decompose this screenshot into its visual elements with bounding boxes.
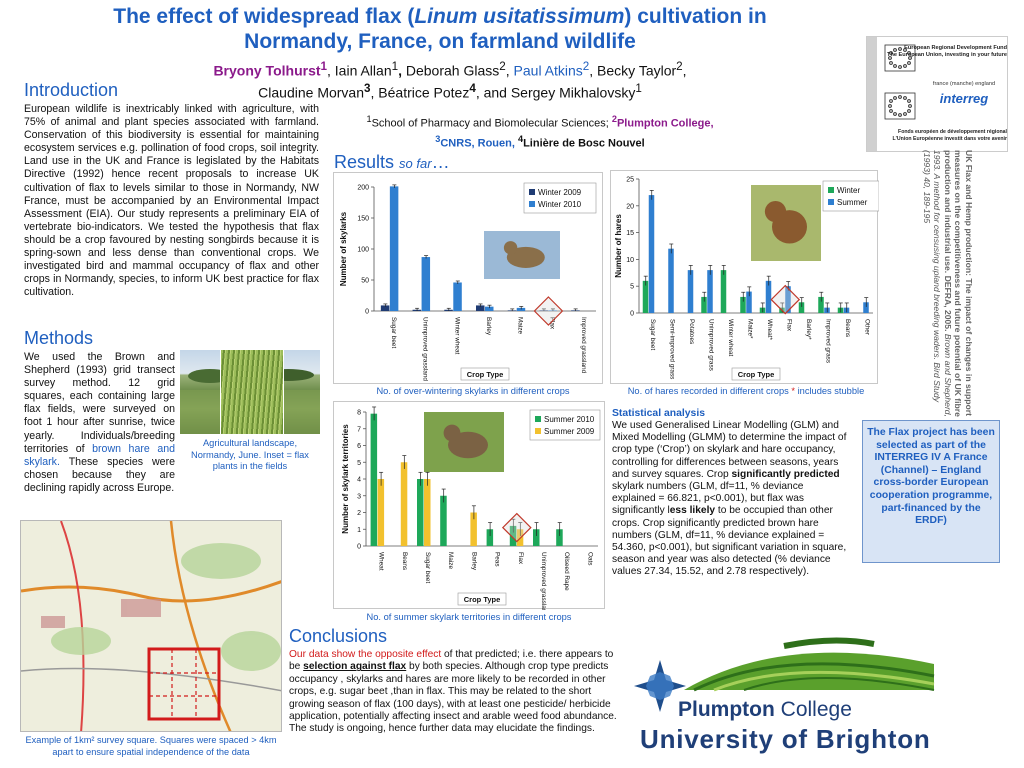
- x-tick-label: Improved grassland: [580, 317, 588, 374]
- y-tick-label: 50: [361, 277, 369, 285]
- intro-heading: Introduction: [24, 80, 119, 100]
- bar: [417, 479, 424, 546]
- x-tick-label: Peas: [493, 552, 501, 567]
- x-tick-label: Oilseed Rape: [563, 552, 571, 591]
- legend-label: Winter 2010: [538, 200, 582, 209]
- interreg-logo: [919, 81, 1009, 125]
- legend-label: Winter 2009: [538, 188, 582, 197]
- x-tick-label: Maize*: [746, 319, 754, 339]
- x-tick-label: Beans: [400, 552, 408, 571]
- erdf-text-fr-2: L'Union Européenne investit dans votre avenir: [892, 135, 1007, 142]
- y-axis-label: Number of hares: [614, 214, 623, 278]
- y-tick-label: 15: [626, 230, 634, 238]
- y-axis-label: Number of skylark territories: [341, 424, 350, 534]
- x-tick-label: Flax: [548, 317, 556, 330]
- x-tick-label: Unimproved grassland: [421, 317, 429, 381]
- x-tick-label: Unimproved grassland: [540, 552, 547, 610]
- legend-swatch: [828, 187, 834, 193]
- legend-label: Summer: [837, 198, 868, 207]
- interreg-top-text: france (manche) england: [932, 81, 996, 87]
- x-tick-label: Wheat: [377, 552, 385, 571]
- x-axis-label: Crop Type: [466, 370, 504, 379]
- y-tick-label: 1: [357, 526, 361, 534]
- legend-label: Summer 2009: [544, 427, 595, 436]
- legend-label: Winter: [837, 186, 861, 195]
- chart2-caption: No. of hares recorded in different crops * includes stubble: [627, 386, 865, 396]
- x-tick-label: Flax: [516, 552, 524, 565]
- plumpton-college-name: Plumpton College: [678, 698, 852, 721]
- bar: [707, 270, 713, 313]
- legend-swatch: [529, 201, 535, 207]
- interreg-info-box: The Flax project has been selected as part of the INTERREG IV A France (Channel) – England cross-border European cooperation programme, part-financed by the ERDF): [862, 420, 1000, 563]
- x-tick-label: Barley: [485, 317, 492, 336]
- stats-text: We used Generalised Linear Modelling (GLM) and Mixed Modelling (GLMM) to determine the impact of crop type (‘Crop’) on skylark and hare occupancy, controlling for differences between seasons, years and survey squares. Crop significantly predicted skylark numbers (GLM, df=11, % deviance explained = 66.821, p<0.001), but flax was significantly less likely to be occupied than other crops. Crop significantly predicted brown hare numbers (GLM, df=11, % deviance explained = 54.360, p<0.001), but significant variation in square, season and year was also detected (% deviance values 27.34, 15.52, and 2.78 respectively).: [612, 420, 847, 578]
- legend-swatch: [535, 416, 541, 422]
- poster-title: The effect of widespread flax (Linum usitatissimum) cultivation in Normandy, France, on farmland wildlife: [113, 5, 767, 53]
- summer-skylark-photo: [424, 412, 504, 472]
- stats-heading: Statistical analysis: [612, 408, 705, 419]
- x-tick-label: Sugar beet: [424, 552, 431, 584]
- erdf-text-fr-1: Fonds européen de développement régional: [898, 129, 1007, 135]
- bar: [721, 270, 727, 313]
- x-tick-label: Potatoes: [687, 319, 695, 345]
- y-tick-label: 7: [357, 426, 361, 434]
- y-tick-label: 10: [626, 256, 634, 264]
- flax-highlight-diamond: [534, 297, 562, 325]
- erdf-text-en-1: European Regional Development Fund: [904, 45, 1007, 51]
- results-heading: Results so far…: [334, 152, 450, 172]
- hare-photo: [751, 185, 821, 261]
- survey-map: [20, 520, 282, 732]
- skylark-summer-chart-panel: [333, 401, 605, 609]
- y-tick-label: 4: [357, 476, 361, 484]
- bar: [371, 414, 378, 546]
- erdf-logo-block: [866, 36, 1008, 152]
- stats-section: [612, 407, 848, 579]
- affiliations: $^1$School of Pharmacy and Biomolecular Sciences; $^2$Plumpton College, $^3$CNRS, Rouen, $^4$Linière de Bosc Nouvel: [366, 114, 714, 150]
- erdf-text-en-2: The European Union, investing in your future: [887, 52, 1007, 58]
- methods-text: We used the Brown and Shepherd (1993) grid transect survey method. 12 grid squares, each containing large flax fields, were surveyed on foot 1 hour after sunrise, twice yearly. Individuals/breeding territories of brown hare and skylark. These species were chosen because they are declining rapidly across Europe.: [24, 351, 176, 494]
- x-tick-label: Barley*: [804, 319, 812, 340]
- intro-text: European wildlife is inextricably linked with agriculture, with 75% of animal and plant species associated with farmland. Conservation of this biodiversity is essential for maintaining ecosystem services e.g. pollination of food crops, soil integrity. Land use in the UK and France is legislated by the Habitats Directive (1992) hence recent proposals to increase UK cultivation of flax to levels similar to those in Normandy, NW France, must be accompanied by an Environmental Impact Assessment (EIA). Our study represents a preliminary EIA of vertebrate bio-indicators. We tested the hypothesis that flax should be a crop favoured by nesting songbirds because it is spring-sown and less dense than conventional crops. We investigated bird and mammal occupancy of flax and other crops in Normandy, species, to inform UK best practice for flax cultivation.: [24, 103, 319, 299]
- flax-highlight-diamond: [503, 514, 531, 542]
- x-tick-label: Flax: [785, 319, 793, 332]
- bar: [688, 270, 694, 313]
- bar: [390, 186, 399, 311]
- y-tick-label: 2: [357, 510, 361, 517]
- bar: [378, 479, 385, 546]
- y-tick-label: 5: [357, 459, 361, 467]
- author-list: Bryony Tolhurst$^1$, Iain Allan$^1$, Deborah Glass$^2$, Paul Atkins$^2$, Becky Taylor$^2$, Claudine Morvan$^3$, Béatrice Potez$^4$, and Sergey Mikhalovsky$^1$: [213, 60, 687, 101]
- chart1-caption: No. of over-wintering skylarks in different crops: [376, 386, 570, 396]
- chart3-caption: No. of summer skylark territories in different crops: [366, 612, 572, 622]
- x-tick-label: Improved grass: [824, 319, 832, 364]
- skylark-winter-chart-panel: [333, 172, 603, 384]
- y-tick-label: 200: [357, 184, 369, 192]
- y-tick-label: 0: [630, 310, 634, 318]
- skylark-summer-chart: [334, 402, 606, 610]
- flax-highlight-diamond: [771, 286, 799, 314]
- legend-swatch: [828, 199, 834, 205]
- bar: [453, 282, 462, 311]
- y-tick-label: 3: [357, 493, 361, 501]
- x-axis-label: Crop Type: [463, 595, 501, 604]
- y-tick-label: 5: [630, 283, 634, 291]
- y-tick-label: 0: [365, 308, 369, 316]
- y-tick-label: 6: [357, 443, 361, 450]
- bar: [643, 281, 649, 313]
- x-tick-label: Unimproved grass: [707, 319, 715, 371]
- interreg-word: interreg: [939, 91, 989, 106]
- bar: [766, 281, 772, 313]
- x-tick-label: Maize: [447, 552, 455, 570]
- x-axis-label: Crop Type: [737, 370, 775, 379]
- legend-swatch: [535, 428, 541, 434]
- y-tick-label: 25: [626, 176, 634, 184]
- bar: [649, 195, 655, 313]
- landscape-photo: [180, 350, 320, 434]
- skylark-winter-chart: [334, 173, 604, 385]
- x-tick-label: Other: [863, 319, 871, 335]
- x-tick-label: Winter wheat: [726, 319, 734, 357]
- methods-heading: Methods: [24, 328, 94, 348]
- x-tick-label: Winter wheat: [453, 317, 461, 355]
- x-tick-label: Barley: [470, 552, 478, 571]
- skylark-photo: [484, 231, 560, 279]
- conclusions-heading: Conclusions: [289, 626, 388, 646]
- flax-inset-photo: [220, 350, 284, 434]
- y-tick-label: 150: [357, 215, 369, 223]
- bar: [668, 249, 674, 313]
- x-tick-label: Sugar beet: [389, 317, 397, 349]
- legend-swatch: [529, 189, 535, 195]
- y-tick-label: 0: [357, 543, 361, 551]
- bar: [440, 496, 447, 546]
- y-axis-label: Number of skylarks: [339, 211, 348, 287]
- x-tick-label: Maize: [516, 317, 524, 335]
- hare-chart: [611, 171, 879, 385]
- y-tick-label: 100: [357, 246, 369, 254]
- bar: [422, 257, 431, 311]
- y-tick-label: 8: [357, 409, 361, 417]
- university-name: University of Brighton: [640, 724, 931, 754]
- x-tick-label: Semi-improved grass: [668, 319, 676, 380]
- references-side-note: UK Flax and Hemp production: The impact of changes in support measures on the competitiveness and future potential of UK fibre production and industrial use. DEFRA, 2005. Brown and Shepherd, 1993. A method for censusing upland breeding waders. Bird Study (1993) 40, 189-195: [922, 150, 974, 417]
- map-caption: Example of 1km² survey square. Squares were spaced > 4km apart to ensure spatial independence of the data: [20, 734, 282, 758]
- x-tick-label: Wheat*: [765, 319, 773, 340]
- x-tick-label: Oats: [586, 552, 594, 566]
- conclusions-text: Our data show the opposite effect of that predicted; i.e. there appears to be selection against flax by both species. Although crop type predicts occupancy , skylarks and hares are more likely to be recorded in other crops, e.g. sugar beet ,than in flax. This may be related to the short growing season of flax (100 days), with at least one pesticide/ herbicide application, potentially affecting insect and arable weed food abundance. The study is ongoing, hence further data may elucidate the findings.: [289, 649, 617, 735]
- x-tick-label: Sugar beet: [648, 319, 656, 351]
- bar: [424, 479, 431, 546]
- landscape-caption: Agricultural landscape, Normandy, June. Inset = flax plants in the fields: [191, 438, 309, 471]
- hare-chart-panel: [610, 170, 878, 384]
- x-tick-label: Beans: [843, 319, 851, 338]
- fields-landscape-icon: [684, 640, 934, 690]
- bar: [401, 462, 408, 546]
- y-tick-label: 20: [626, 203, 634, 211]
- legend-label: Summer 2010: [544, 415, 595, 424]
